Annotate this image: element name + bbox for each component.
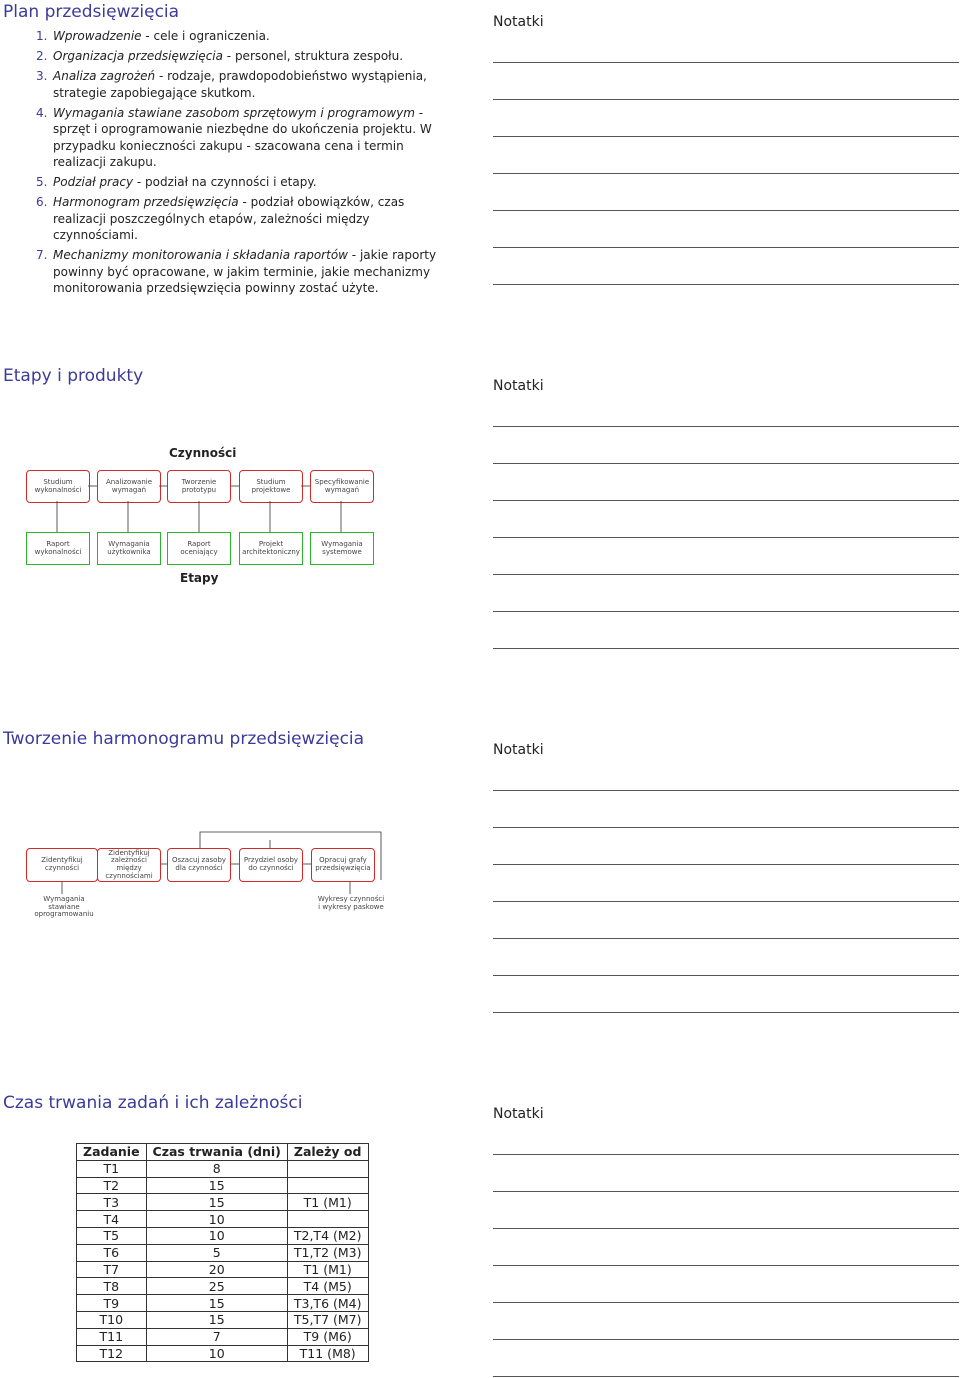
table-cell: 8 — [146, 1160, 287, 1177]
table-cell: T5 — [77, 1227, 147, 1244]
table-row — [77, 1227, 369, 1244]
table-cell: T10 — [77, 1311, 147, 1328]
schedule-step-box: Zidentyfikuj czynności — [26, 848, 98, 882]
table-cell: 10 — [146, 1211, 287, 1228]
table-cell — [287, 1160, 368, 1177]
notes-line — [493, 1265, 959, 1266]
list-item-heading: Organizacja przedsięwzięcia — [53, 49, 223, 63]
table-cell — [287, 1177, 368, 1194]
product-box: Projekt architektoniczny — [239, 532, 303, 565]
schedule-step-box: Zidentyfikuj zależności między czynnościami — [97, 848, 161, 882]
notes-line — [493, 1228, 959, 1229]
table-row — [77, 1244, 369, 1261]
table-cell: T9 (M6) — [287, 1328, 368, 1345]
list-number: 6. — [36, 195, 48, 209]
list-number: 7. — [36, 248, 48, 262]
list-number: 1. — [36, 29, 48, 43]
table-cell: 7 — [146, 1328, 287, 1345]
notes-line — [493, 901, 959, 902]
table-row — [77, 1345, 369, 1362]
table-cell: T5,T7 (M7) — [287, 1311, 368, 1328]
task-table — [76, 1143, 369, 1362]
notes-line — [493, 938, 959, 939]
table-row — [77, 1311, 369, 1328]
table-header: Czas trwania (dni) — [146, 1144, 287, 1161]
notes-line — [493, 1191, 959, 1192]
table-cell: T8 — [77, 1278, 147, 1295]
notes-line — [493, 975, 959, 976]
notes-label: Notatki — [493, 1106, 544, 1122]
table-row — [77, 1194, 369, 1211]
product-box: Raport wykonalności — [26, 532, 90, 565]
list-item-text: - sprzęt i oprogramowanie niezbędne do ukończenia projektu. W przypadku konieczności zakupu - szacowana cena i termin realizacji zakupu. — [53, 105, 432, 169]
list-item-text: - cele i ograniczenia. — [141, 29, 270, 43]
list-item-heading: Analiza zagrożeń — [53, 69, 156, 83]
slide-title: Etapy i produkty — [3, 366, 144, 386]
input-label: Wymagania stawiane oprogramowaniu — [34, 895, 94, 919]
list-item-text: - rodzaje, prawdopodobieństwo wystąpienia, strategie zapobiegające skutkom. — [53, 69, 427, 100]
table-cell: T3 — [77, 1194, 147, 1211]
table-cell: T1 — [77, 1160, 147, 1177]
table-cell: T11 — [77, 1328, 147, 1345]
table-cell: T12 — [77, 1345, 147, 1362]
activity-box: Tworzenie prototypu — [167, 470, 231, 503]
table-cell: 15 — [146, 1194, 287, 1211]
output-label: Wykresy czynności i wykresy paskowe — [317, 895, 385, 911]
activity-box: Studium wykonalności — [26, 470, 90, 503]
list-item-heading: Podział pracy — [53, 175, 134, 189]
table-cell: T1 (M1) — [287, 1261, 368, 1278]
activity-box: Specyfikowanie wymagań — [310, 470, 374, 503]
notes-line — [493, 1154, 959, 1155]
list-item-text: - podział na czynności i etapy. — [133, 175, 317, 189]
table-cell: T2,T4 (M2) — [287, 1227, 368, 1244]
notes-line — [493, 1012, 959, 1013]
stages-label: Etapy — [180, 571, 219, 585]
list-number: 2. — [36, 49, 48, 63]
list-item-heading: Wymagania stawiane zasobom sprzętowym i programowym — [53, 105, 415, 120]
table-cell: 15 — [146, 1177, 287, 1194]
notes-line — [493, 1302, 959, 1303]
schedule-step-box: Oszacuj zasoby dla czynności — [167, 848, 231, 882]
table-cell: 5 — [146, 1244, 287, 1261]
table-cell: T4 (M5) — [287, 1278, 368, 1295]
list-item-text: - personel, struktura zespołu. — [222, 49, 404, 63]
table-row — [77, 1177, 369, 1194]
table-row — [77, 1278, 369, 1295]
table-cell: T11 (M8) — [287, 1345, 368, 1362]
table-cell: 10 — [146, 1227, 287, 1244]
table-cell: T1 (M1) — [287, 1194, 368, 1211]
notes-label: Notatki — [493, 378, 544, 394]
slide-title: Tworzenie harmonogramu przedsięwzięcia — [3, 729, 365, 749]
table-header: Zależy od — [287, 1144, 368, 1161]
list-item-heading: Mechanizmy monitorowania i składania raportów — [53, 248, 348, 262]
table-cell: T4 — [77, 1211, 147, 1228]
table-row — [77, 1261, 369, 1278]
notes-line — [493, 1376, 959, 1377]
list-item-text: - jakie raporty powinny być opracowane, w jakim terminie, jakie mechanizmy monitorowania przedsięwzięcia powinny zostać użyte. — [53, 248, 437, 295]
table-cell: 15 — [146, 1295, 287, 1312]
product-box: Raport oceniający — [167, 532, 231, 565]
table-row — [77, 1211, 369, 1228]
schedule-step-box: Opracuj grafy przedsięwzięcia — [311, 848, 375, 882]
notes-line — [493, 827, 959, 828]
table-row — [77, 1160, 369, 1177]
activities-label: Czynności — [169, 446, 237, 460]
notes-line — [493, 790, 959, 791]
table-cell: T7 — [77, 1261, 147, 1278]
notes-line — [493, 1339, 959, 1340]
list-item-text: - podział obowiązków, czas realizacji poszczególnych etapów, zależności między czynnościami. — [53, 195, 405, 242]
table-cell: 10 — [146, 1345, 287, 1362]
product-box: Wymagania użytkownika — [97, 532, 161, 565]
product-box: Wymagania systemowe — [310, 532, 374, 565]
table-cell: T1,T2 (M3) — [287, 1244, 368, 1261]
table-row — [77, 1328, 369, 1345]
list-item-heading: Harmonogram przedsięwzięcia — [53, 195, 239, 209]
table-header: Zadanie — [77, 1144, 147, 1161]
table-cell: T2 — [77, 1177, 147, 1194]
notes-label: Notatki — [493, 14, 544, 30]
list-number: 5. — [36, 175, 48, 189]
table-row — [77, 1295, 369, 1312]
table-cell: 20 — [146, 1261, 287, 1278]
list-number: 4. — [36, 105, 48, 120]
list-number: 3. — [36, 69, 48, 83]
table-cell: T6 — [77, 1244, 147, 1261]
table-cell: 25 — [146, 1278, 287, 1295]
table-cell: T3,T6 (M4) — [287, 1295, 368, 1312]
activity-box: Analizowanie wymagań — [97, 470, 161, 503]
slide-title: Plan przedsięwzięcia — [3, 2, 180, 22]
table-cell: T9 — [77, 1295, 147, 1312]
slide-title: Czas trwania zadań i ich zależności — [3, 1093, 303, 1113]
list-item-heading: Wprowadzenie — [53, 29, 142, 43]
schedule-step-box: Przydziel osoby do czynności — [239, 848, 303, 882]
table-cell: 15 — [146, 1311, 287, 1328]
table-cell — [287, 1211, 368, 1228]
activity-box: Studium projektowe — [239, 470, 303, 503]
notes-line — [493, 864, 959, 865]
notes-label: Notatki — [493, 742, 544, 758]
